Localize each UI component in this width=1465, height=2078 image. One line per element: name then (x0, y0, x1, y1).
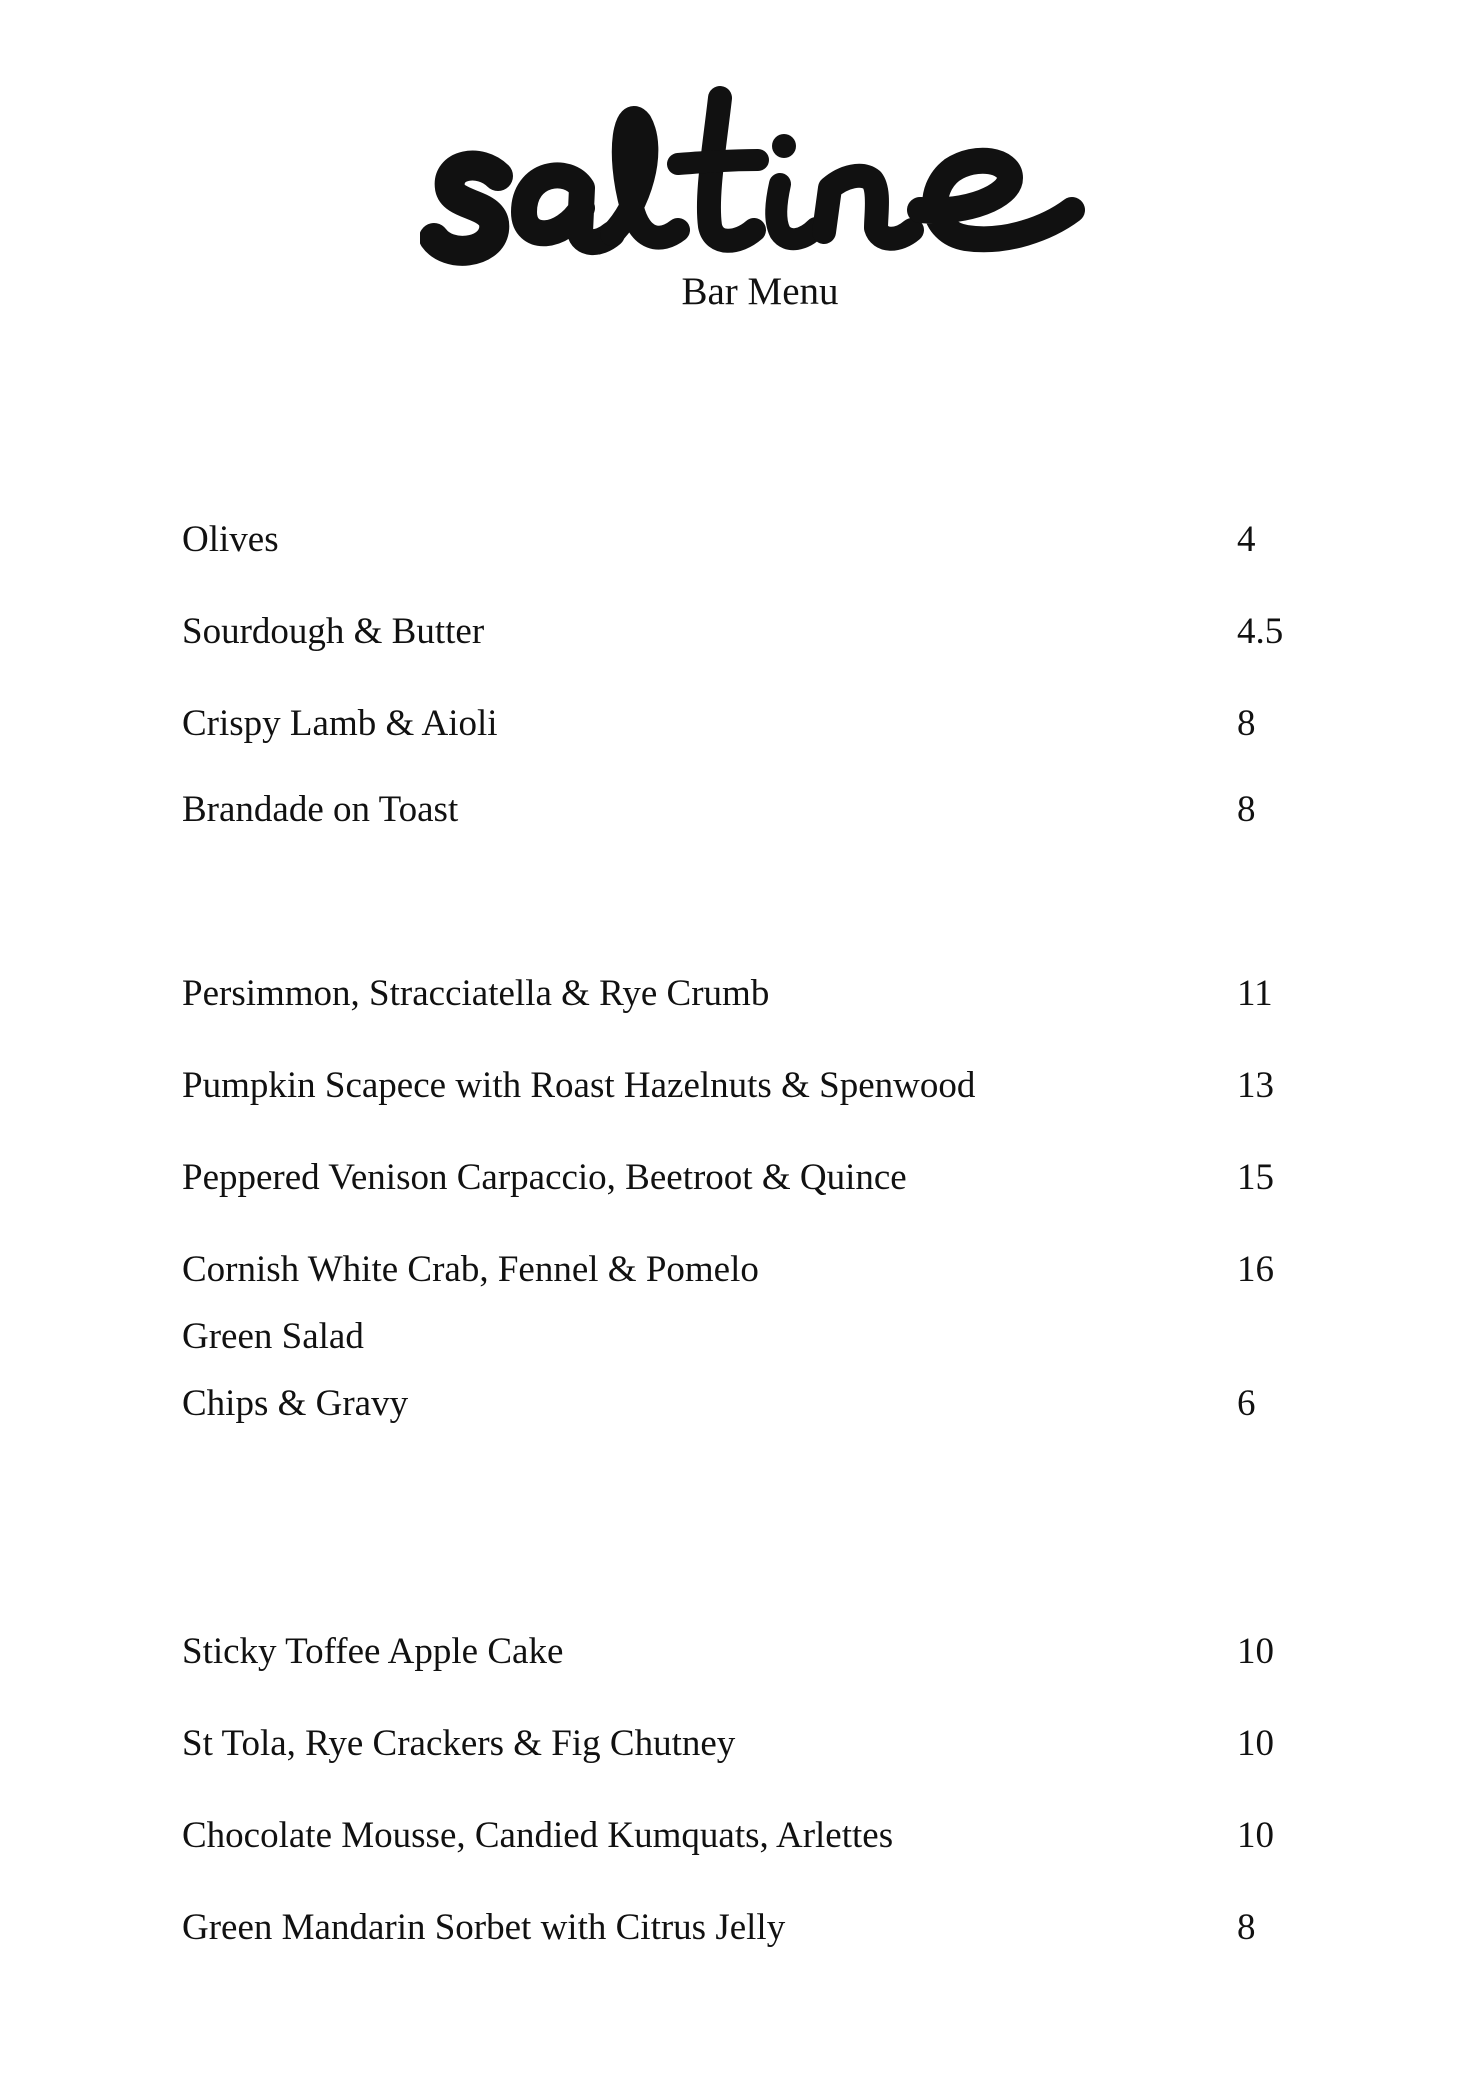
menu-item-price: 4 (1237, 519, 1256, 560)
menu-item (182, 1624, 1302, 1680)
menu-item (182, 966, 1302, 1022)
menu-item (182, 512, 1302, 568)
menu-item (182, 1150, 1302, 1206)
menu-item-name: Pumpkin Scapece with Roast Hazelnuts & Spenwood (182, 1065, 976, 1106)
menu-item-name: Green Mandarin Sorbet with Citrus Jelly (182, 1907, 786, 1948)
menu-item-price: 8 (1237, 789, 1256, 830)
menu-item (182, 1376, 1302, 1432)
menu-item-price: 10 (1237, 1723, 1274, 1764)
menu-item-name: Green Salad (182, 1316, 364, 1357)
menu-item-price: 10 (1237, 1815, 1274, 1856)
menu-item-price: 13 (1237, 1065, 1274, 1106)
saltine-logo-script (420, 80, 1100, 270)
menu-item-name: Chips & Gravy (182, 1383, 409, 1424)
menu-item-price: 16 (1237, 1249, 1274, 1290)
menu-item (182, 1716, 1302, 1772)
menu-item-name: Chocolate Mousse, Candied Kumquats, Arlettes (182, 1815, 894, 1856)
menu-item-price: 15 (1237, 1157, 1274, 1198)
menu-item-name: Persimmon, Stracciatella & Rye Crumb (182, 973, 770, 1014)
menu-item-name: Brandade on Toast (182, 789, 459, 830)
menu-item-price: 11 (1237, 973, 1273, 1014)
menu-item-price: 4.5 (1237, 611, 1284, 652)
menu-item (182, 1900, 1302, 1956)
menu-item-name: St Tola, Rye Crackers & Fig Chutney (182, 1723, 736, 1764)
menu-item-price: 8 (1237, 703, 1256, 744)
menu-item-name: Olives (182, 519, 279, 560)
menu-item-name: Peppered Venison Carpaccio, Beetroot & Quince (182, 1157, 907, 1198)
menu-item-price: 6 (1237, 1383, 1256, 1424)
menu-item-name: Cornish White Crab, Fennel & Pomelo (182, 1249, 759, 1290)
menu-item (182, 696, 1302, 752)
menu-item (182, 782, 1302, 838)
menu-item (182, 1808, 1302, 1864)
menu-item (182, 1309, 1302, 1365)
menu-item-name: Sticky Toffee Apple Cake (182, 1631, 564, 1672)
menu-item-price: 8 (1237, 1907, 1256, 1948)
menu-item (182, 604, 1302, 660)
menu-item-name: Crispy Lamb & Aioli (182, 703, 498, 744)
menu-item-name: Sourdough & Butter (182, 611, 485, 652)
saltine-logo (420, 80, 1100, 270)
menu-item (182, 1242, 1302, 1298)
menu-item (182, 1058, 1302, 1114)
menu-subtitle: Bar Menu (681, 270, 839, 313)
menu-item-price: 10 (1237, 1631, 1274, 1672)
